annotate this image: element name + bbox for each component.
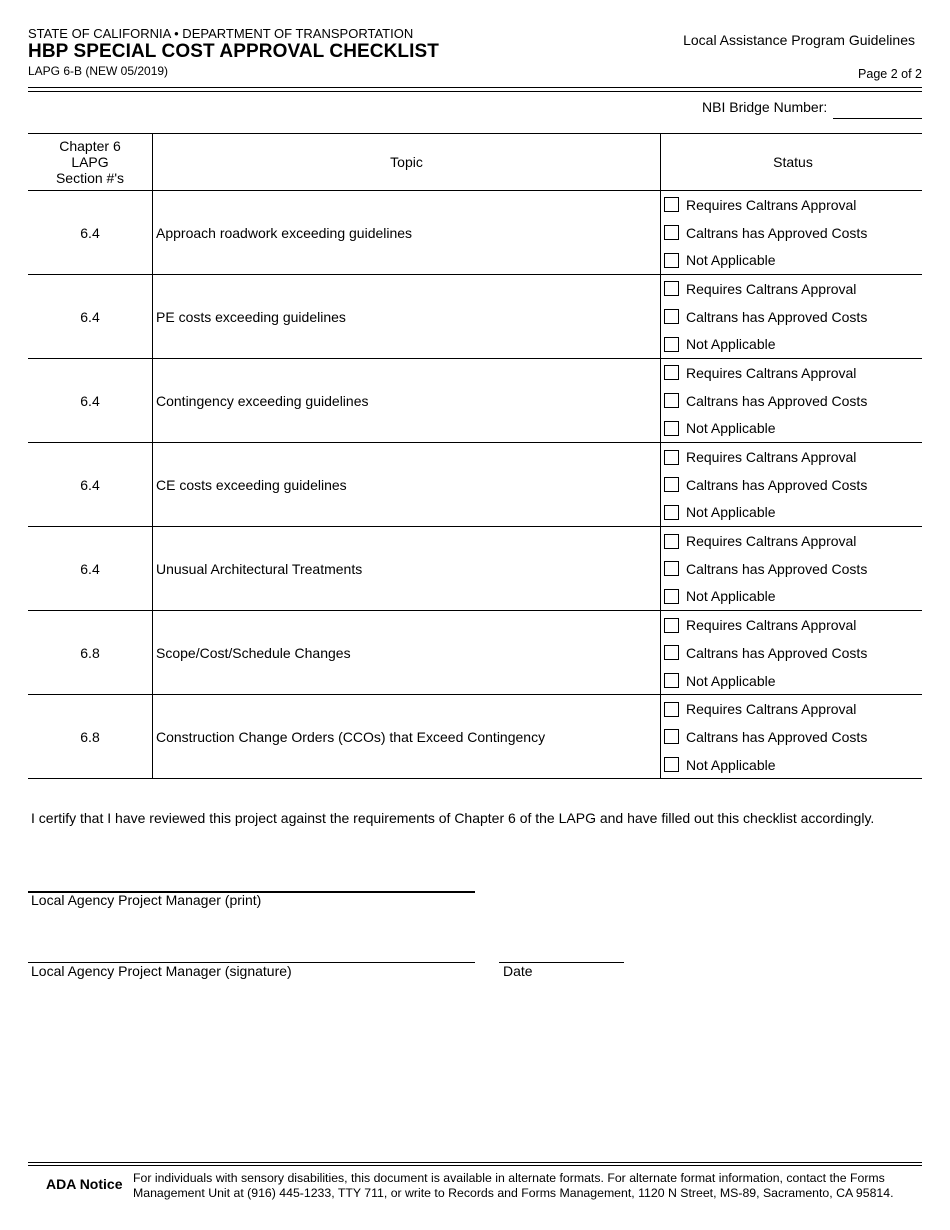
section-number-cell: 6.4 bbox=[28, 443, 153, 527]
status-option-label: Not Applicable bbox=[686, 588, 776, 605]
page-number: Page 2 of 2 bbox=[858, 67, 922, 81]
topic-column-header: Topic bbox=[153, 134, 661, 191]
ada-notice-label: ADA Notice bbox=[46, 1176, 123, 1192]
status-option-label: Requires Caltrans Approval bbox=[686, 701, 857, 718]
status-option-label: Caltrans has Approved Costs bbox=[686, 560, 868, 577]
section-number-cell: 6.4 bbox=[28, 527, 153, 611]
status-option-requires-approval[interactable] bbox=[664, 359, 922, 387]
status-cell bbox=[661, 191, 923, 275]
status-option-not-applicable[interactable] bbox=[664, 330, 922, 358]
status-checkbox-approved-costs[interactable] bbox=[664, 729, 679, 744]
status-option-approved-costs[interactable] bbox=[664, 387, 922, 415]
status-option-not-applicable[interactable] bbox=[664, 667, 922, 695]
status-option-approved-costs[interactable] bbox=[664, 639, 922, 667]
header-divider-top bbox=[28, 87, 922, 88]
status-checkbox-approved-costs[interactable] bbox=[664, 309, 679, 324]
status-option-approved-costs[interactable] bbox=[664, 723, 922, 751]
status-cell bbox=[661, 611, 923, 695]
status-option-label: Requires Caltrans Approval bbox=[686, 533, 857, 550]
table-row bbox=[28, 191, 922, 275]
table-row bbox=[28, 527, 922, 611]
form-number: LAPG 6-B (NEW 05/2019) bbox=[28, 64, 169, 78]
status-checkbox-approved-costs[interactable] bbox=[664, 393, 679, 408]
nbi-bridge-number-label: NBI Bridge Number: bbox=[702, 99, 828, 115]
status-option-label: Caltrans has Approved Costs bbox=[686, 308, 868, 325]
pm-signature-label: Local Agency Project Manager (signature) bbox=[31, 963, 292, 979]
status-option-label: Caltrans has Approved Costs bbox=[686, 644, 868, 661]
topic-cell: Construction Change Orders (CCOs) that Exceed Contingency bbox=[153, 695, 661, 779]
table-row bbox=[28, 695, 922, 779]
section-number-cell: 6.4 bbox=[28, 191, 153, 275]
topic-cell: PE costs exceeding guidelines bbox=[153, 275, 661, 359]
status-option-approved-costs[interactable] bbox=[664, 303, 922, 331]
status-checkbox-not-applicable[interactable] bbox=[664, 505, 679, 520]
section-number-cell: 6.8 bbox=[28, 611, 153, 695]
date-label: Date bbox=[503, 963, 533, 979]
form-title: HBP SPECIAL COST APPROVAL CHECKLIST bbox=[28, 41, 439, 62]
status-option-label: Not Applicable bbox=[686, 756, 776, 773]
status-option-requires-approval[interactable] bbox=[664, 611, 922, 639]
status-checkbox-requires-approval[interactable] bbox=[664, 281, 679, 296]
status-option-requires-approval[interactable] bbox=[664, 443, 922, 471]
status-option-approved-costs[interactable] bbox=[664, 219, 922, 247]
topic-cell: Contingency exceeding guidelines bbox=[153, 359, 661, 443]
status-option-not-applicable[interactable] bbox=[664, 583, 922, 611]
section-number-cell: 6.8 bbox=[28, 695, 153, 779]
status-option-label: Caltrans has Approved Costs bbox=[686, 392, 868, 409]
section-number-cell: 6.4 bbox=[28, 359, 153, 443]
status-option-requires-approval[interactable] bbox=[664, 191, 922, 219]
status-cell bbox=[661, 443, 923, 527]
status-option-label: Requires Caltrans Approval bbox=[686, 449, 857, 466]
status-checkbox-requires-approval[interactable] bbox=[664, 702, 679, 717]
status-checkbox-not-applicable[interactable] bbox=[664, 421, 679, 436]
footer-divider-top bbox=[28, 1162, 922, 1163]
footer-divider-bottom bbox=[28, 1165, 922, 1166]
status-option-label: Requires Caltrans Approval bbox=[686, 364, 857, 381]
status-option-label: Not Applicable bbox=[686, 504, 776, 521]
topic-cell: Scope/Cost/Schedule Changes bbox=[153, 611, 661, 695]
table-row bbox=[28, 611, 922, 695]
status-option-not-applicable[interactable] bbox=[664, 415, 922, 443]
topic-cell: Approach roadwork exceeding guidelines bbox=[153, 191, 661, 275]
checklist-table bbox=[28, 133, 922, 779]
status-checkbox-not-applicable[interactable] bbox=[664, 673, 679, 688]
table-row bbox=[28, 275, 922, 359]
ada-notice-text: For individuals with sensory disabilities, this document is available in alternate formats. For alternate format information, contact the Forms Management Unit at (916) 445-1233, TTY 711, or write to Records and Forms Management, 1120 N Street, MS-89, Sacramento, CA 95814. bbox=[133, 1171, 894, 1200]
status-option-label: Caltrans has Approved Costs bbox=[686, 224, 868, 241]
status-option-not-applicable[interactable] bbox=[664, 751, 922, 779]
status-column-header: Status bbox=[661, 134, 923, 191]
status-option-not-applicable[interactable] bbox=[664, 499, 922, 527]
status-option-requires-approval[interactable] bbox=[664, 275, 922, 303]
guidelines-label: Local Assistance Program Guidelines bbox=[683, 32, 915, 48]
status-option-label: Not Applicable bbox=[686, 336, 776, 353]
status-cell bbox=[661, 527, 923, 611]
status-option-not-applicable[interactable] bbox=[664, 246, 922, 274]
section-column-header: Chapter 6 LAPG Section #'s bbox=[28, 134, 153, 191]
status-checkbox-requires-approval[interactable] bbox=[664, 365, 679, 380]
status-checkbox-not-applicable[interactable] bbox=[664, 253, 679, 268]
header-divider-bottom bbox=[28, 91, 922, 92]
status-checkbox-requires-approval[interactable] bbox=[664, 534, 679, 549]
status-option-requires-approval[interactable] bbox=[664, 695, 922, 723]
status-option-label: Not Applicable bbox=[686, 672, 776, 689]
status-checkbox-requires-approval[interactable] bbox=[664, 197, 679, 212]
status-checkbox-requires-approval[interactable] bbox=[664, 618, 679, 633]
status-cell bbox=[661, 359, 923, 443]
status-option-approved-costs[interactable] bbox=[664, 471, 922, 499]
status-option-label: Requires Caltrans Approval bbox=[686, 280, 857, 297]
status-checkbox-requires-approval[interactable] bbox=[664, 450, 679, 465]
status-option-label: Not Applicable bbox=[686, 420, 776, 437]
status-option-label: Requires Caltrans Approval bbox=[686, 617, 857, 634]
table-header-row bbox=[28, 134, 922, 191]
topic-cell: CE costs exceeding guidelines bbox=[153, 443, 661, 527]
status-option-label: Caltrans has Approved Costs bbox=[686, 476, 868, 493]
nbi-bridge-number-input[interactable] bbox=[833, 100, 922, 119]
status-checkbox-approved-costs[interactable] bbox=[664, 561, 679, 576]
pm-print-label: Local Agency Project Manager (print) bbox=[31, 892, 262, 908]
status-option-approved-costs[interactable] bbox=[664, 555, 922, 583]
status-option-requires-approval[interactable] bbox=[664, 527, 922, 555]
status-checkbox-not-applicable[interactable] bbox=[664, 337, 679, 352]
agency-line: STATE OF CALIFORNIA • DEPARTMENT OF TRANSPORTATION bbox=[28, 26, 414, 41]
status-checkbox-not-applicable[interactable] bbox=[664, 757, 679, 772]
status-checkbox-approved-costs[interactable] bbox=[664, 225, 679, 240]
status-cell bbox=[661, 275, 923, 359]
table-row bbox=[28, 359, 922, 443]
topic-cell: Unusual Architectural Treatments bbox=[153, 527, 661, 611]
status-option-label: Not Applicable bbox=[686, 252, 776, 269]
status-option-label: Caltrans has Approved Costs bbox=[686, 728, 868, 745]
status-cell bbox=[661, 695, 923, 779]
section-number-cell: 6.4 bbox=[28, 275, 153, 359]
status-checkbox-not-applicable[interactable] bbox=[664, 589, 679, 604]
status-checkbox-approved-costs[interactable] bbox=[664, 477, 679, 492]
status-option-label: Requires Caltrans Approval bbox=[686, 196, 857, 213]
status-checkbox-approved-costs[interactable] bbox=[664, 645, 679, 660]
table-row bbox=[28, 443, 922, 527]
certification-statement: I certify that I have reviewed this project against the requirements of Chapter 6 of the LAPG and have filled out this checklist accordingly. bbox=[31, 810, 875, 826]
